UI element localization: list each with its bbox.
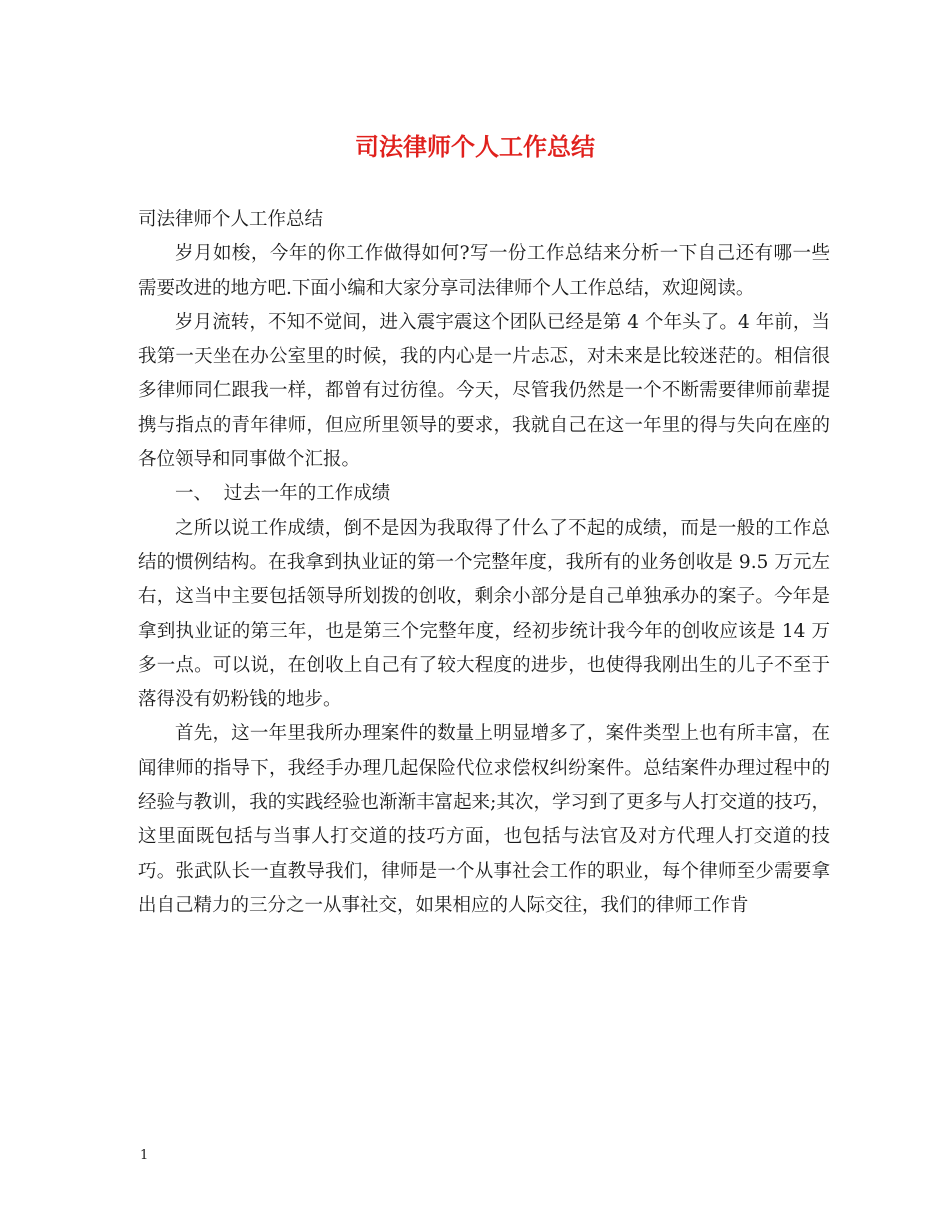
paragraph: 之所以说工作成绩，倒不是因为我取得了什么了不起的成绩，而是一般的工作总结的惯例结构。在我拿到执业证的第一个完整年度，我所有的业务创收是 9.5 万元左右，这当中主要包括领导所划拨的创收，剩余小部分是自己单独承办的案子。今年是拿到执业证的第三年，也是第三个完整年度，经初步统计我今年的创收应该是 14 万多一点。可以说，在创收上自己有了较大程度的进步，也使得我刚出生的儿子不至于落得没有奶粉钱的地步。 (138, 517, 830, 711)
section-heading: 一、 过去一年的工作成绩 (175, 483, 391, 505)
paragraph: 司法律师个人工作总结 (138, 209, 324, 230)
paragraph: 岁月如梭，今年的你工作做得如何?写一份工作总结来分析一下自己还有哪一些需要改进的地方吧.下面小编和大家分享司法律师个人工作总结，欢迎阅读。 (138, 243, 830, 299)
document-title: 司法律师个人工作总结 (355, 132, 595, 161)
paragraph: 岁月流转，不知不觉间，进入震宇震这个团队已经是第 4 个年头了。4 年前，当我第一天坐在办公室里的时候，我的内心是一片忐忑，对未来是比较迷茫的。相信很多律师同仁跟我一样，都曾有过彷徨。今天，尽管我仍然是一个不断需要律师前辈提携与指点的青年律师，但应所里领导的要求，我就自己在这一年里的得与失向在座的各位领导和同事做个汇报。 (138, 311, 830, 471)
page-number: 1 (140, 1148, 149, 1163)
document-body (138, 203, 830, 923)
paragraph: 首先，这一年里我所办理案件的数量上明显增多了，案件类型上也有所丰富，在闻律师的指导下，我经手办理几起保险代位求偿权纠纷案件。总结案件办理过程中的经验与教训，我的实践经验也渐渐丰富起来;其次，学习到了更多与人打交道的技巧，这里面既包括与当事人打交道的技巧方面，也包括与法官及对方代理人打交道的技巧。张武队长一直教导我们，律师是一个从事社会工作的职业，每个律师至少需要拿出自己精力的三分之一从事社交，如果相应的人际交往，我们的律师工作肯 (138, 723, 830, 916)
